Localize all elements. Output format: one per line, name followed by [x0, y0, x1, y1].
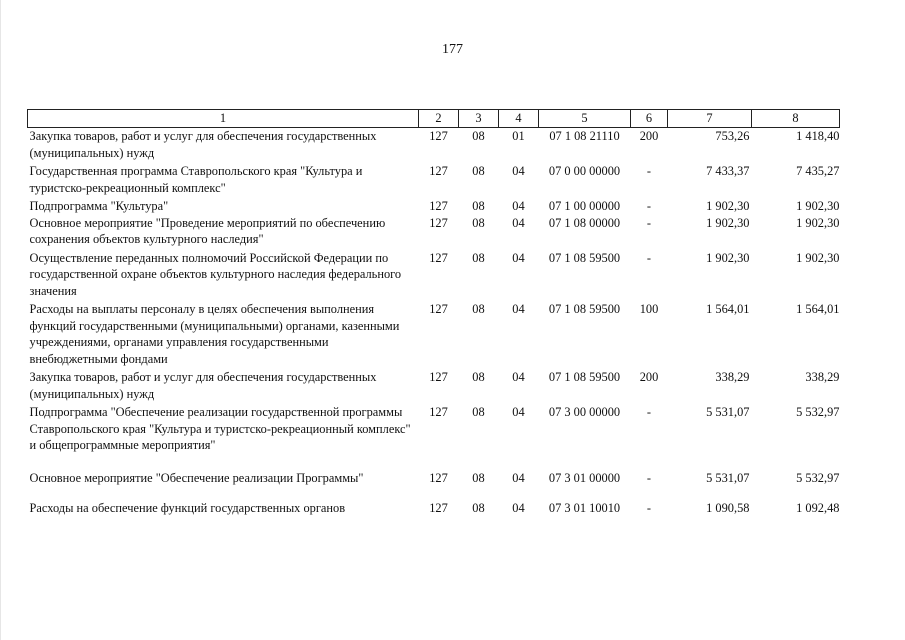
row-value-8: 5 532,97 — [796, 405, 840, 419]
row-value-8: 1 902,30 — [796, 199, 840, 213]
table-row — [28, 198, 840, 215]
table-row — [28, 486, 840, 517]
row-value-8: 338,29 — [805, 370, 840, 384]
row-code-2: 127 — [429, 215, 448, 230]
row-code-4: 04 — [512, 199, 525, 213]
row-value-8: 1 092,48 — [796, 501, 840, 515]
row-name: Государственная программа Ставропольского края "Культура и туристско-рекреационный комплекс" — [29, 164, 363, 195]
row-value-7: 1 090,58 — [706, 501, 750, 515]
row-value-8: 1 902,30 — [796, 250, 840, 265]
row-code-3: 08 — [472, 250, 485, 265]
row-code-3: 08 — [472, 302, 485, 316]
row-code-5: 07 3 00 00000 — [548, 405, 621, 419]
row-value-8: 1 902,30 — [796, 215, 840, 230]
row-code-5: 07 1 08 00000 — [548, 215, 621, 230]
row-name: Закупка товаров, работ и услуг для обеспечения государственных (муниципальных) нужд — [29, 370, 377, 401]
header-row — [28, 110, 840, 128]
row-code-6: 200 — [639, 129, 659, 143]
row-code-4: 04 — [512, 370, 525, 384]
row-code-5: 07 0 00 00000 — [548, 164, 621, 178]
row-code-5: 07 1 00 00000 — [548, 199, 621, 213]
row-code-2: 127 — [429, 199, 448, 213]
header-col-1: 1 — [28, 110, 419, 128]
row-code-4: 04 — [512, 470, 525, 485]
table-row — [28, 301, 840, 369]
row-code-5: 07 3 01 10010 — [548, 501, 621, 515]
row-code-2: 127 — [429, 129, 448, 143]
row-code-6: - — [646, 250, 652, 265]
row-code-4: 04 — [512, 164, 525, 178]
row-value-7: 1 902,30 — [706, 215, 750, 230]
row-code-2: 127 — [429, 302, 448, 316]
row-code-4: 01 — [512, 129, 525, 143]
header-col-7: 7 — [668, 110, 752, 128]
row-value-8: 1 564,01 — [796, 302, 840, 316]
row-name: Расходы на выплаты персоналу в целях обеспечения выполнения функций государственными (муниципальными) органами, казенными учреждениями, органами управления государственными внебюджетными фондами — [29, 302, 400, 366]
row-code-3: 08 — [472, 129, 485, 143]
row-code-6: - — [646, 501, 652, 515]
table-row — [28, 404, 840, 456]
header-col-5: 5 — [539, 110, 631, 128]
row-name: Основное мероприятие "Проведение мероприятий по обеспечению сохранения объектов культурного наследия" — [29, 215, 386, 246]
table-row — [28, 128, 840, 164]
row-code-5: 07 1 08 59500 — [548, 302, 621, 316]
row-value-7: 338,29 — [715, 370, 750, 384]
page-number: 177 — [442, 42, 463, 57]
row-code-5: 07 1 08 21110 — [549, 129, 620, 143]
row-value-7: 1 564,01 — [706, 302, 750, 316]
row-code-5: 07 3 01 00000 — [548, 470, 621, 485]
table-row — [28, 163, 840, 198]
row-code-6: - — [646, 199, 652, 213]
row-code-4: 04 — [512, 215, 525, 230]
table-row — [28, 456, 840, 487]
row-code-5: 07 1 08 59500 — [548, 370, 621, 384]
header-col-8: 8 — [752, 110, 840, 128]
row-value-8: 1 418,40 — [796, 129, 840, 143]
header-col-4: 4 — [499, 110, 539, 128]
row-name: Подпрограмма "Обеспечение реализации государственной программы Ставропольского края "Культура и туристско-рекреационный комплекс" и общепрограммные мероприятия" — [29, 405, 411, 452]
row-value-8: 7 435,27 — [796, 164, 840, 178]
row-code-3: 08 — [472, 199, 485, 213]
row-value-7: 1 902,30 — [706, 199, 750, 213]
row-code-4: 04 — [512, 302, 525, 316]
row-code-6: 200 — [639, 370, 659, 384]
header-col-3: 3 — [459, 110, 499, 128]
row-code-3: 08 — [472, 215, 485, 230]
budget-table — [27, 109, 840, 517]
row-code-6: - — [646, 164, 652, 178]
row-code-3: 08 — [472, 501, 485, 515]
row-code-2: 127 — [429, 370, 448, 384]
header-col-2: 2 — [419, 110, 459, 128]
row-code-2: 127 — [429, 501, 448, 515]
table-row — [28, 369, 840, 404]
row-code-2: 127 — [429, 250, 448, 265]
row-value-8: 5 532,97 — [796, 470, 840, 485]
table-row — [28, 215, 840, 250]
scan-edge-line — [0, 0, 1, 640]
row-code-6: - — [646, 470, 652, 485]
row-code-6: - — [646, 215, 652, 230]
row-code-2: 127 — [429, 164, 448, 178]
row-name: Закупка товаров, работ и услуг для обеспечения государственных (муниципальных) нужд — [29, 129, 377, 160]
row-code-4: 04 — [512, 250, 525, 265]
row-code-3: 08 — [472, 405, 485, 419]
table-row — [28, 250, 840, 302]
row-code-3: 08 — [472, 164, 485, 178]
header-col-6: 6 — [631, 110, 668, 128]
row-code-2: 127 — [429, 405, 448, 419]
row-code-3: 08 — [472, 470, 485, 485]
row-value-7: 7 433,37 — [706, 164, 750, 178]
row-name: Расходы на обеспечение функций государственных органов — [29, 501, 346, 515]
row-code-3: 08 — [472, 370, 485, 384]
row-name: Осуществление переданных полномочий Российской Федерации по государственной охране объектов культурного наследия федерального значения — [29, 250, 402, 298]
row-value-7: 753,26 — [715, 129, 750, 143]
row-name: Подпрограмма "Культура" — [29, 199, 169, 213]
row-code-6: 100 — [639, 302, 659, 316]
row-value-7: 5 531,07 — [706, 470, 750, 485]
row-name: Основное мероприятие "Обеспечение реализации Программы" — [29, 470, 364, 485]
row-code-5: 07 1 08 59500 — [548, 250, 621, 265]
row-value-7: 5 531,07 — [706, 405, 750, 419]
row-value-7: 1 902,30 — [706, 250, 750, 265]
row-code-4: 04 — [512, 405, 525, 419]
row-code-6: - — [646, 405, 652, 419]
row-code-2: 127 — [429, 470, 448, 485]
row-code-4: 04 — [512, 501, 525, 515]
